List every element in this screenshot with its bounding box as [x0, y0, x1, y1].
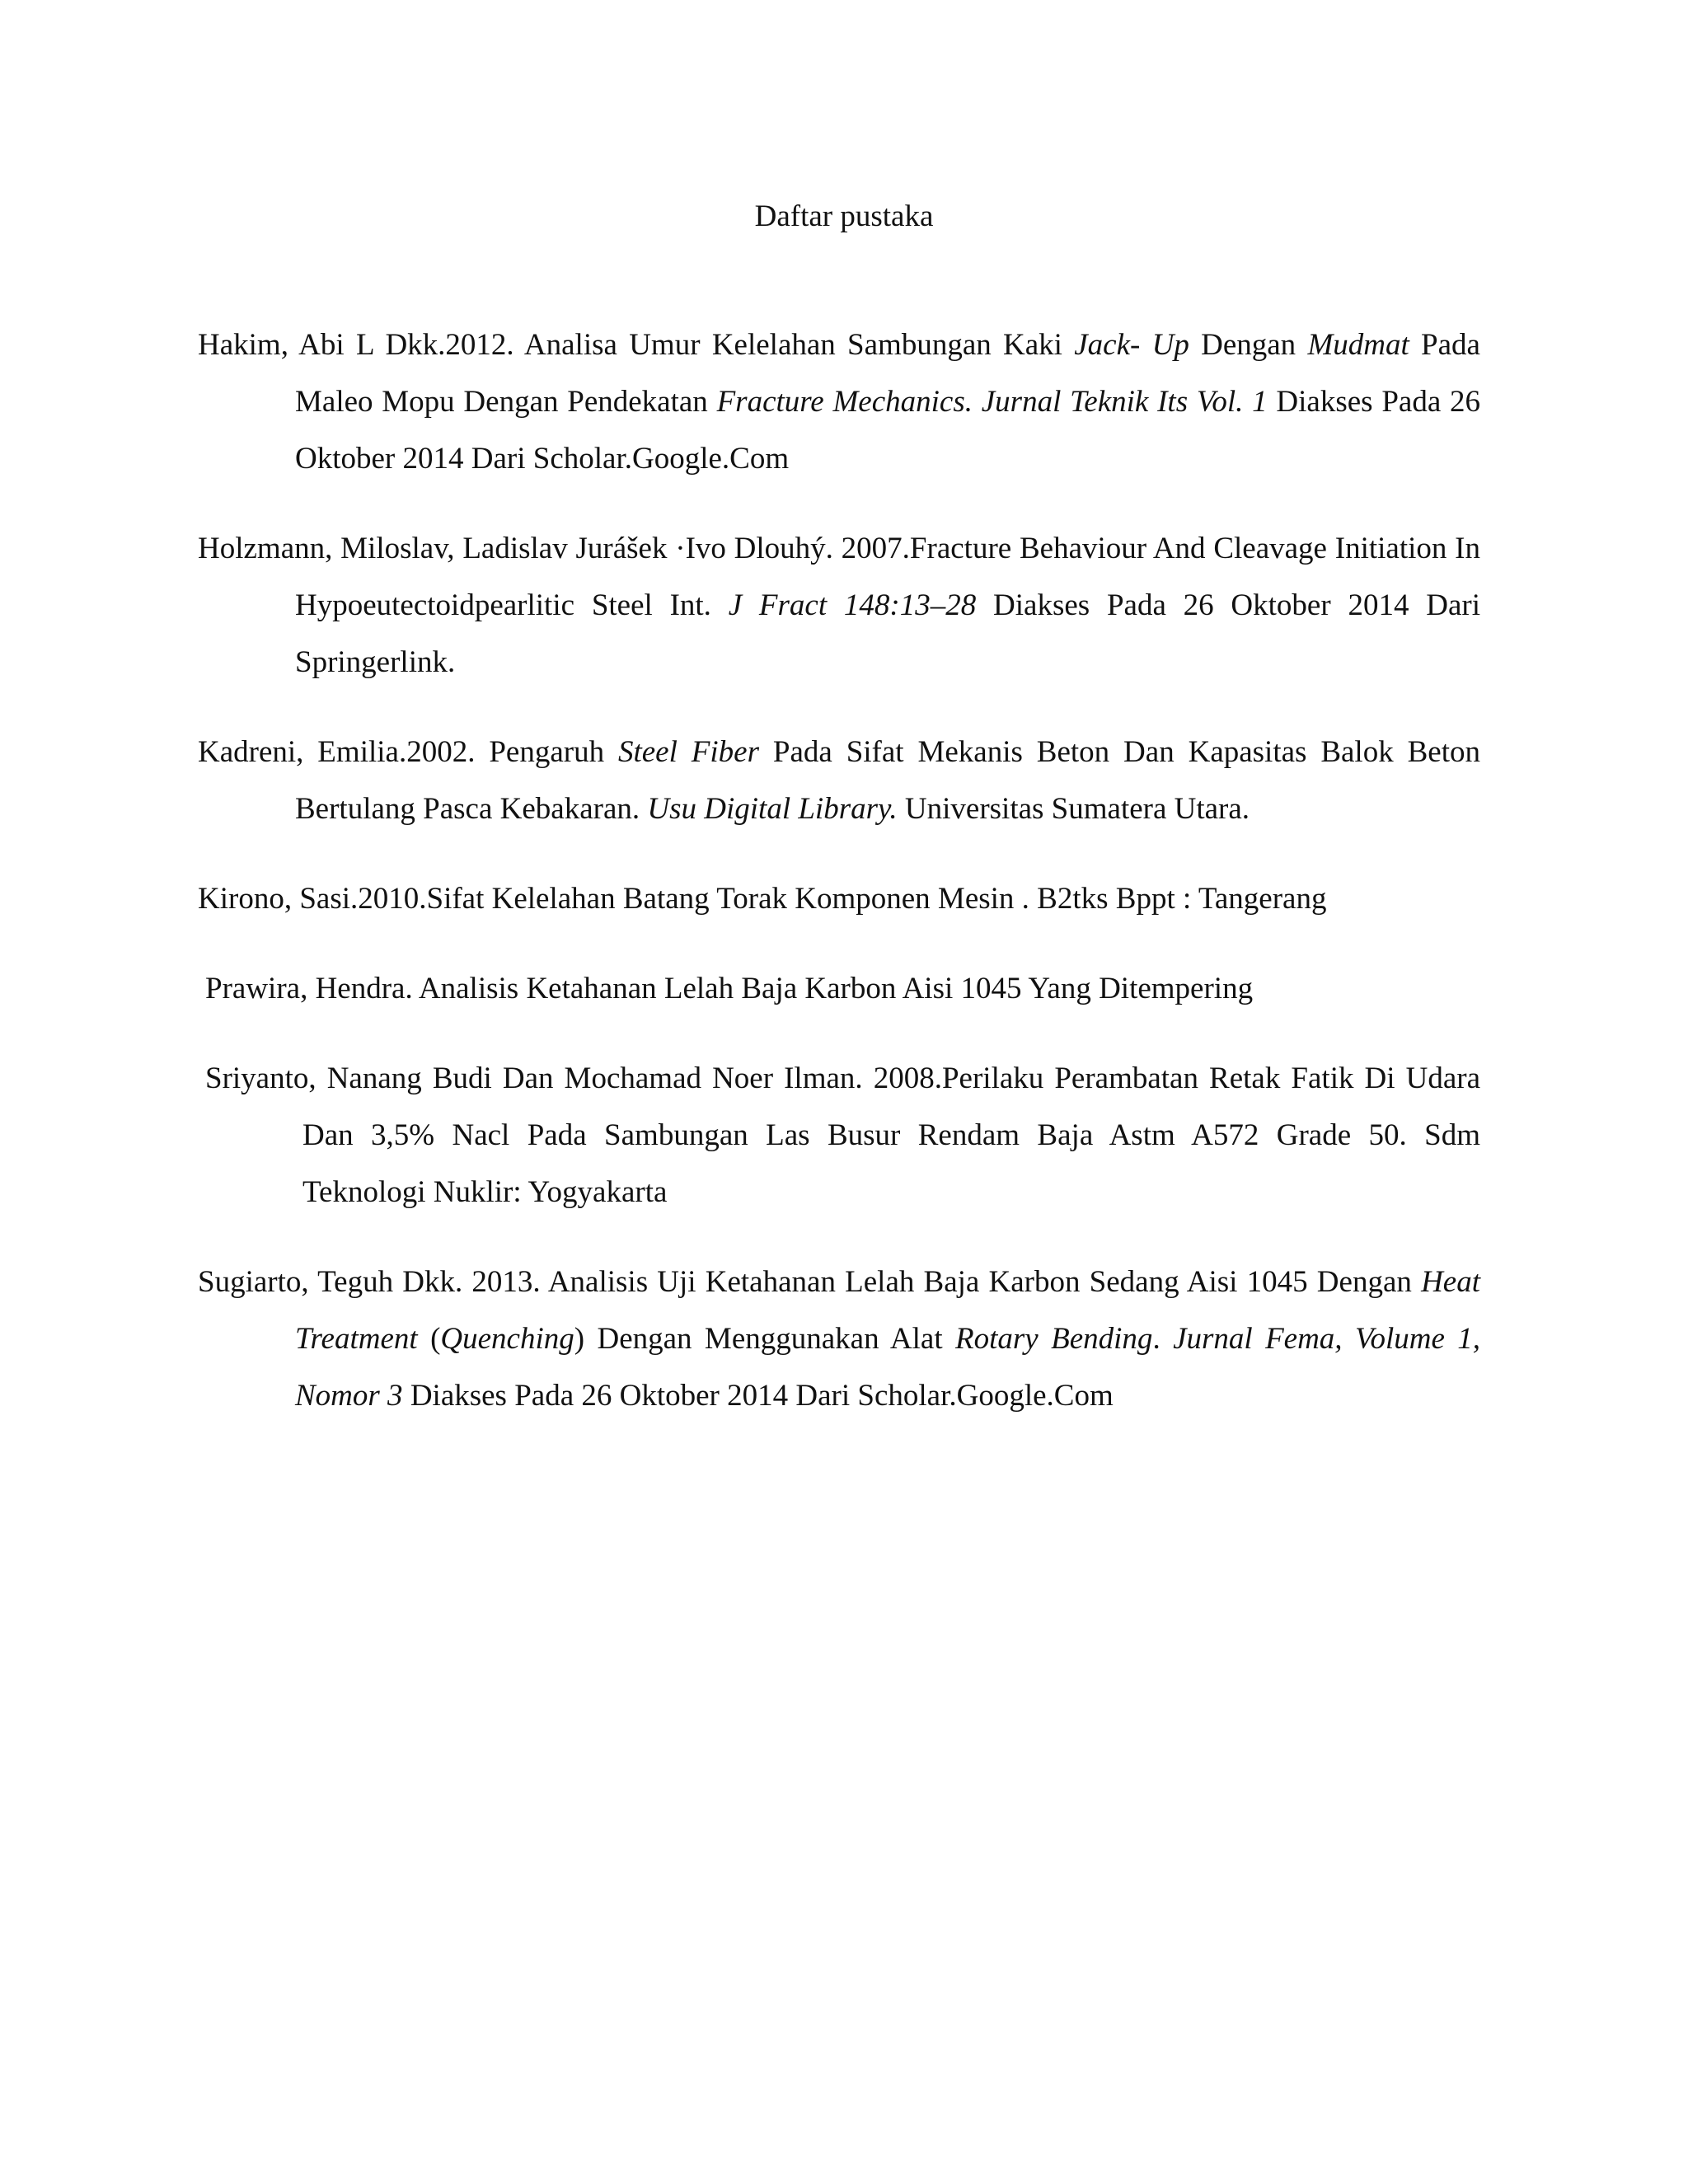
reference-entry-kirono	[198, 870, 1480, 927]
reference-italic-text: Heat Treatment	[295, 1265, 1480, 1356]
reference-italic-text: Jurnal Fema, Volume 1, Nomor 3	[295, 1322, 1481, 1413]
reference-italic-text: Quenching	[440, 1322, 574, 1356]
reference-entry-prawira	[205, 960, 1480, 1017]
reference-text: Hakim, Abi L Dkk.2012. Analisa Umur Kelelahan Sambungan Kaki	[198, 328, 1075, 362]
reference-entry-hakim	[198, 316, 1480, 487]
reference-italic-text: Steel Fiber	[617, 735, 759, 769]
reference-text: Kirono, Sasi.2010.Sifat Kelelahan Batang Torak Komponen Mesin . B2tks Bppt : Tangerang	[198, 882, 1327, 916]
reference-italic-text: Mudmat	[1307, 328, 1409, 362]
reference-italic-text: Fracture Mechanics. Jurnal Teknik Its Vol. 1	[716, 385, 1268, 419]
page-title: Daftar pustaka	[754, 199, 934, 233]
reference-entry-sriyanto	[205, 1050, 1480, 1221]
reference-text: Sugiarto, Teguh Dkk. 2013. Analisis Uji Ketahanan Lelah Baja Karbon Sedang Aisi 1045 Dengan	[198, 1265, 1422, 1299]
reference-text: Prawira, Hendra. Analisis Ketahanan Lelah Baja Karbon Aisi 1045 Yang Ditempering	[205, 972, 1254, 1005]
reference-text: Holzmann, Miloslav, Ladislav Jurášek ·Ivo Dlouhý. 2007.Fracture Behaviour And Cleavage Initiation In Hypoeutectoidpearlitic Steel Int.	[198, 532, 1480, 622]
reference-italic-text: J Fract 148:13–28	[728, 588, 977, 622]
reference-text: Dengan	[1189, 328, 1308, 362]
reference-text: Kadreni, Emilia.2002. Pengaruh	[198, 735, 618, 769]
reference-entry-holzmann	[198, 520, 1480, 691]
reference-text: Pada Sifat Mekanis Beton Dan Kapasitas Balok Beton Bertulang Pasca Kebakaran.	[295, 735, 1480, 826]
reference-text: Universitas Sumatera Utara.	[897, 792, 1250, 826]
reference-text: ) Dengan Menggunakan Alat	[574, 1322, 956, 1356]
reference-italic-text: Jack- Up	[1074, 328, 1189, 362]
reference-entry-sugiarto	[198, 1254, 1480, 1424]
reference-text: .	[1152, 1322, 1174, 1356]
reference-entry-kadreni	[198, 724, 1480, 837]
reference-text: Diakses Pada 26 Oktober 2014 Dari Scholar.Google.Com	[295, 385, 1480, 476]
reference-text: Pada Maleo Mopu Dengan Pendekatan	[295, 328, 1480, 419]
reference-italic-text: Usu Digital Library.	[647, 792, 898, 826]
reference-text: (	[417, 1322, 441, 1356]
reference-list	[198, 316, 1480, 1457]
reference-text: Sriyanto, Nanang Budi Dan Mochamad Noer Ilman. 2008.Perilaku Perambatan Retak Fatik Di Udara Dan 3,5% Nacl Pada Sambungan Las Busur Rendam Baja Astm A572 Grade 50. Sdm Teknologi Nuklir: Yogyakarta	[205, 1062, 1480, 1209]
reference-text: Diakses Pada 26 Oktober 2014 Dari Scholar.Google.Com	[402, 1379, 1114, 1413]
reference-italic-text: Rotary Bending	[955, 1322, 1153, 1356]
reference-text: Diakses Pada 26 Oktober 2014 Dari Springerlink.	[295, 588, 1480, 679]
